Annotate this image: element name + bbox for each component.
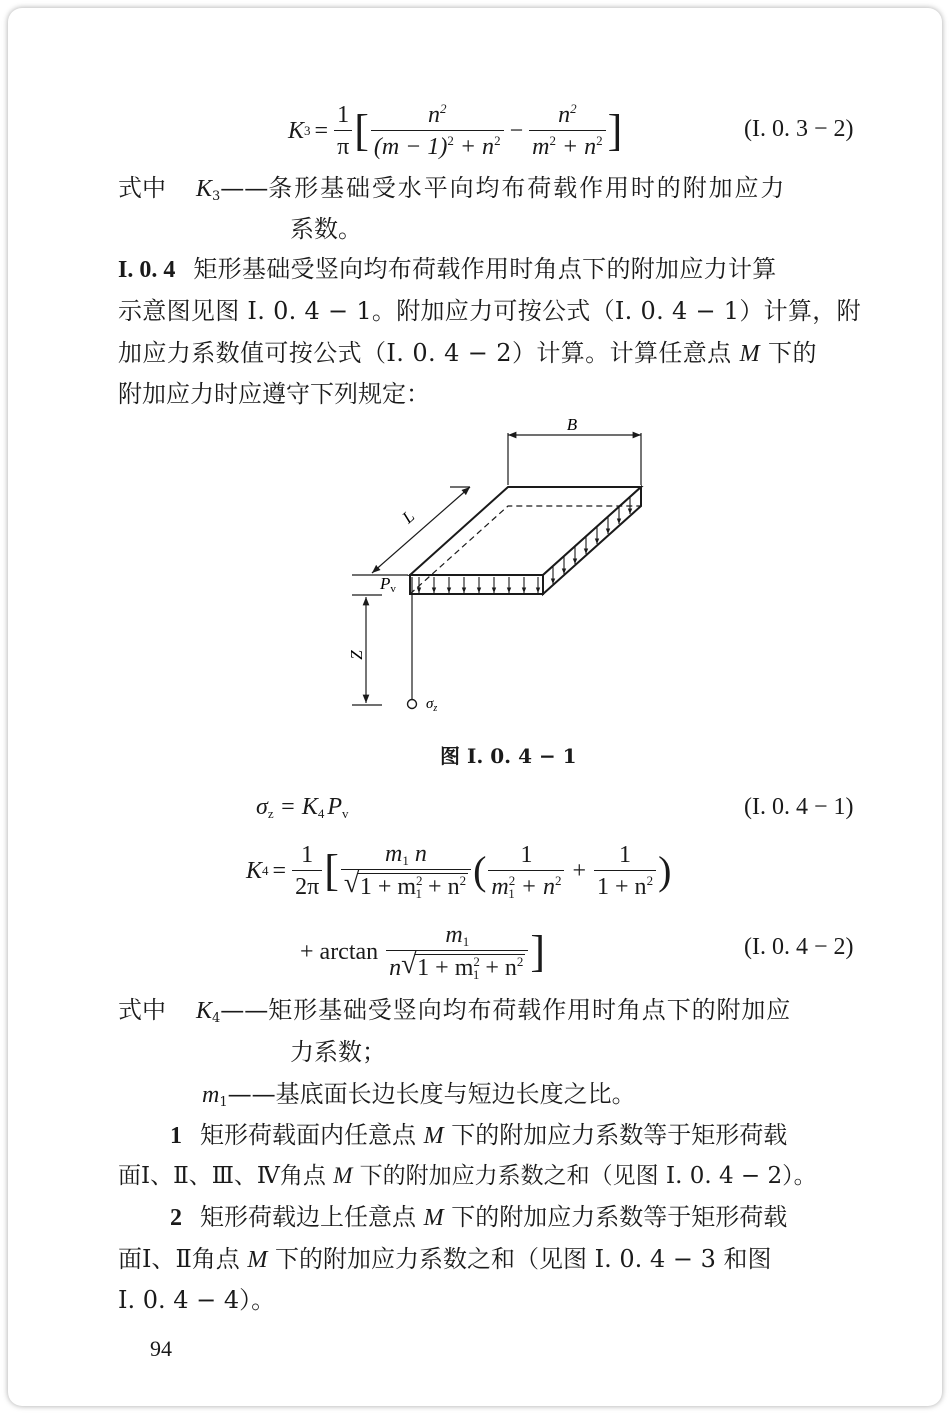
rule1-line1: 1 矩形荷载面内任意点 M 下的附加应力系数等于矩形荷载 [170, 1121, 788, 1149]
label-pv: Pv [380, 574, 396, 595]
label-sigma-z: $\sigma_z$ [426, 696, 438, 714]
where-k3-line2: 系数。 [290, 215, 362, 243]
clause-104-line2: 示意图见图 I. 0. 4 − 1。附加应力可按公式（I. 0. 4 − 1）计算，附 [118, 297, 861, 325]
rule2-line1: 2 矩形荷载边上任意点 M 下的附加应力系数等于矩形荷载 [170, 1203, 788, 1231]
page-number: 94 [150, 1336, 172, 1361]
slab-front-face [410, 575, 543, 594]
where-k4-line2: 力系数； [290, 1038, 386, 1066]
rule2-line2: 面Ⅰ、Ⅱ角点 M 下的附加应力系数之和（见图 I. 0. 4 − 3 和图 [118, 1245, 772, 1273]
clause-104-line1: I. 0. 4 矩形基础受竖向均布荷载作用时角点下的附加应力计算 [118, 255, 777, 283]
rule1-line2: 面Ⅰ、Ⅱ、Ⅲ、Ⅳ角点 M 下的附加应力系数之和（见图 I. 0. 4 − 2）。 [118, 1163, 817, 1189]
equation-k4-line1: K 4 = $\frac{1}{2\pi}$ [ $m_1$ n √ $1 + m^2_1 + n^2$ ( $\frac{1}{m^2_1 + n^2}$ + $\frac{1}{1 + n^2}$ ) [246, 840, 672, 901]
clause-104-line3: 加应力系数值可按公式（I. 0. 4 − 2）计算。计算任意点 M 下的 [118, 339, 817, 367]
equation-number-sigma: (I. 0. 4 − 1) [744, 794, 854, 820]
figure-rectangular-load-diagram [347, 415, 650, 715]
rule2-line3: I. 0. 4 − 4）。 [118, 1286, 276, 1314]
equation-k4-line2: + arctan $m_1$ n √ $1 + m^2_1 + n^2$ ] [300, 921, 546, 982]
where-k3-line1: 式中 $K_3——$条形基础受水平向均布荷载作用时的附加应力 [118, 174, 787, 204]
label-b: B [566, 415, 578, 434]
figure-caption: 图 I. 0. 4 − 1 [440, 744, 577, 768]
clause-104-line4: 附加应力时应遵守下列规定： [118, 380, 430, 408]
equation-number-k3: (I. 0. 3 − 2) [744, 116, 854, 142]
point-marker [408, 700, 417, 709]
equation-k3: K 3 = $\frac{1}{\pi}$ [ $\frac{n^2}{(m - 1)^2 + n^2}$ − $\frac{n^2}{m^2 + n^2}$ ] [288, 100, 623, 160]
label-z: Z [347, 650, 366, 660]
equation-number-k4: (I. 0. 4 − 2) [744, 934, 854, 960]
equation-sigma-z: $\sigma_z = K_4$ $P_v$ [256, 794, 349, 821]
where-k4-line1: 式中 $K_4——$矩形基础受竖向均布荷载作用时角点下的附加应 [118, 996, 792, 1026]
where-m1-line: $m_1——$基底面长边长度与短边长度之比。 [202, 1080, 636, 1110]
label-l: L [398, 506, 419, 528]
